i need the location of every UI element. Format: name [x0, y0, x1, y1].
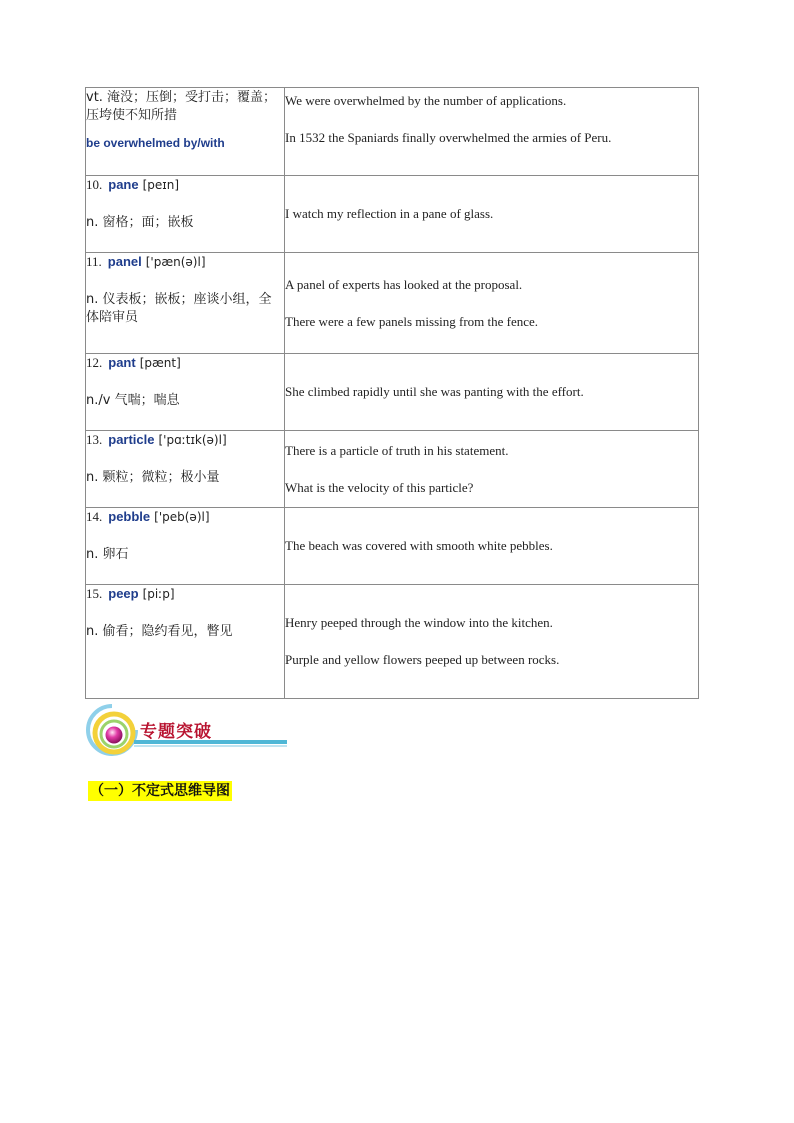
definition: n. 窗格；面；嵌板 [86, 215, 194, 230]
example-cell [285, 508, 699, 585]
example-cell [285, 354, 699, 431]
entry-number: 14. [86, 509, 103, 524]
entry-number: 12. [86, 355, 103, 370]
example-sentence: The beach was covered with smooth white pebbles. [285, 538, 553, 553]
definition: n. 仪表板；嵌板；座谈小组，全体陪审员 [86, 292, 272, 325]
section-title: 专题突破 [140, 722, 212, 742]
definition: n. 卵石 [86, 547, 129, 562]
vocab-table [85, 87, 699, 699]
headword: pebble [108, 509, 151, 524]
example-sentence: We were overwhelmed by the number of applications. [285, 93, 567, 108]
table-row [86, 431, 699, 508]
example-cell [285, 88, 699, 176]
table-row [86, 253, 699, 354]
headword: peep [108, 586, 139, 601]
example-cell [285, 585, 699, 699]
definition: n./v 气喘；喘息 [86, 393, 180, 408]
example-cell [285, 176, 699, 253]
entry-number: 10. [86, 177, 103, 192]
phrase: be overwhelmed by/with [86, 136, 225, 150]
headword: panel [107, 254, 142, 269]
example-sentence: Henry peeped through the window into the kitchen. [285, 615, 553, 630]
phonetic: ['peb(ə)l] [154, 510, 210, 524]
entry-number: 11. [86, 254, 102, 269]
example-sentence: In 1532 the Spaniards finally overwhelmed the armies of Peru. [285, 130, 612, 145]
phonetic: ['pɑːtɪk(ə)l] [158, 433, 227, 447]
definition: vt. 淹没；压倒；受打击；覆盖；压垮使不知所措 [86, 90, 277, 123]
example-sentence: Purple and yellow flowers peeped up between rocks. [285, 652, 560, 667]
example-sentence: There were a few panels missing from the fence. [285, 313, 539, 329]
phonetic: ['pæn(ə)l] [145, 255, 206, 269]
table-row [86, 176, 699, 253]
table-row [86, 585, 699, 699]
word-cell [86, 431, 285, 508]
headword: particle [108, 432, 155, 447]
example-sentence: What is the velocity of this particle? [285, 479, 474, 495]
phonetic: [peɪn] [142, 178, 180, 192]
word-cell [86, 176, 285, 253]
word-cell [86, 354, 285, 431]
example-sentence: She climbed rapidly until she was panting with the effort. [285, 384, 584, 399]
sub-heading: （一）不定式思维导图 [90, 783, 230, 799]
example-cell [285, 253, 699, 354]
phonetic: [piːp] [142, 587, 175, 601]
word-cell [86, 585, 285, 699]
headword: pane [108, 177, 139, 192]
definition: n. 颗粒；微粒；极小量 [86, 470, 220, 485]
entry-number: 15. [86, 586, 103, 601]
table-row [86, 508, 699, 585]
table-row [86, 88, 699, 176]
example-sentence: A panel of experts has looked at the proposal. [285, 276, 523, 292]
headword: pant [108, 355, 136, 370]
example-sentence: I watch my reflection in a pane of glass. [285, 206, 494, 221]
table-row [86, 354, 699, 431]
word-cell [86, 508, 285, 585]
example-cell [285, 431, 699, 508]
definition: n. 偷看；隐约看见，瞥见 [86, 624, 233, 639]
word-cell [86, 88, 285, 176]
section-header [86, 703, 296, 763]
phonetic: [pænt] [139, 356, 181, 370]
entry-number: 13. [86, 432, 103, 447]
example-sentence: There is a particle of truth in his statement. [285, 442, 509, 458]
word-cell [86, 253, 285, 354]
